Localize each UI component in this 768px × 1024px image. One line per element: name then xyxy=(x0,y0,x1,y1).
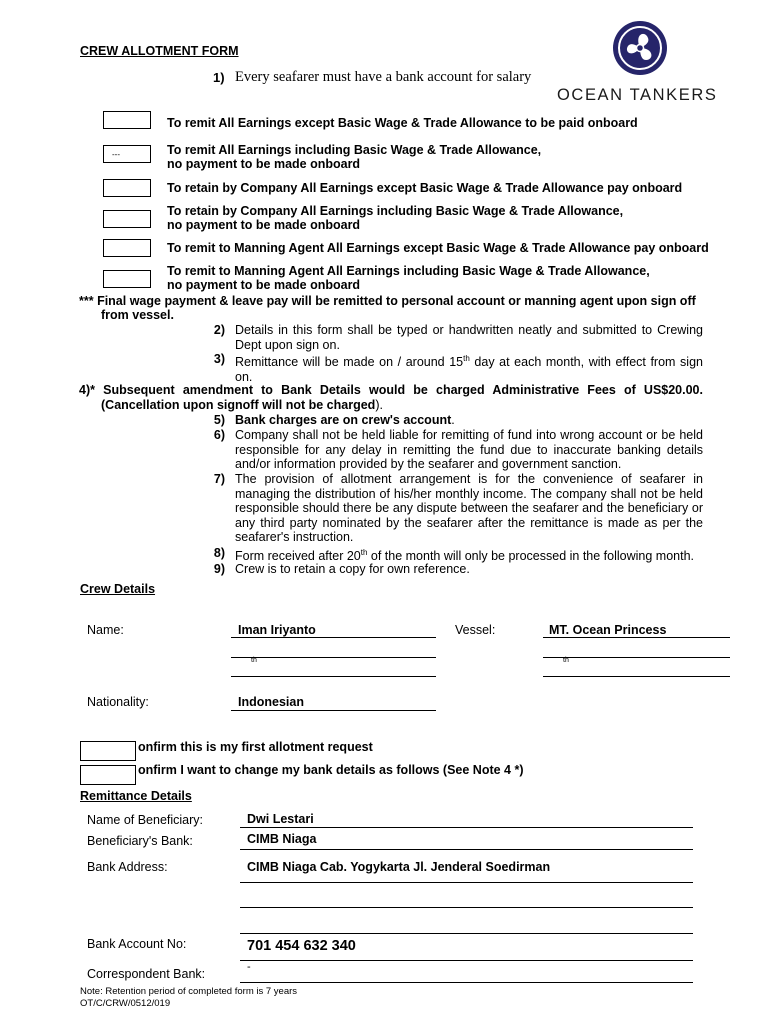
vessel-value: MT. Ocean Princess xyxy=(549,623,667,637)
option-4-label: To retain by Company All Earnings including Basic Wage & Trade Allowance, no payment to be made onboard xyxy=(167,204,624,232)
option-5-label: To remit to Manning Agent All Earnings except Basic Wage & Trade Allowance pay onboard xyxy=(167,241,709,255)
bank-label: Beneficiary's Bank: xyxy=(87,834,193,848)
beneficiary-label: Name of Beneficiary: xyxy=(87,813,204,827)
note-9-text: Crew is to retain a copy for own reference. xyxy=(235,562,470,576)
note-5-text: Bank charges are on crew's account. xyxy=(235,413,455,427)
note-4-line1: 4)* Subsequent amendment to Bank Details would be charged Administrative Fees of US$20.00. xyxy=(79,383,703,397)
vessel-extra-line-2 xyxy=(543,676,730,677)
vessel-extra-line-1 xyxy=(543,657,730,658)
account-value: 701 454 632 340 xyxy=(247,938,356,954)
retention-note: Note: Retention period of completed form is 7 years xyxy=(80,986,298,997)
note-1-text: Every seafarer must have a bank account for salary xyxy=(235,69,532,85)
option-3-checkbox[interactable] xyxy=(103,179,151,197)
note-3-text: Remittance will be made on / around 15th day at each month, with effect from sign on. xyxy=(235,354,703,384)
beneficiary-underline xyxy=(240,827,693,828)
note-7-text: The provision of allotment arrangement is for the convenience of seafarer in managing the distribution of his/her monthly income. The company shall not be held responsible should there be any dispute between the seafarer and the beneficiary or any third party nominated by the seafarer after the remittance is made as per the seafarer's instruction. xyxy=(235,472,703,545)
name-value: Iman Iriyanto xyxy=(238,623,316,637)
final-wage-note-line1: *** Final wage payment & leave pay will be remitted to personal account or manning agent upon sign off xyxy=(79,294,696,308)
option-2-label: To remit All Earnings including Basic Wage & Trade Allowance, no payment to be made onboard xyxy=(167,143,542,171)
note-7-number: 7) xyxy=(213,472,225,486)
ocean-tankers-logo-icon xyxy=(612,20,668,76)
option-6-checkbox[interactable] xyxy=(103,270,151,288)
address-underline-2 xyxy=(240,907,693,908)
note-5-number: 5) xyxy=(213,413,225,427)
note-4-line2: (Cancellation upon signoff will not be charged). xyxy=(101,398,383,412)
note-1-number: 1) xyxy=(213,70,225,85)
address-underline-1 xyxy=(240,882,693,883)
note-2-number: 2) xyxy=(213,323,225,337)
beneficiary-value: Dwi Lestari xyxy=(247,812,314,826)
account-label: Bank Account No: xyxy=(87,937,187,951)
th-mark-left: th xyxy=(251,657,257,664)
option-5-checkbox[interactable] xyxy=(103,239,151,257)
name-extra-line-1 xyxy=(231,657,436,658)
option-6-label: To remit to Manning Agent All Earnings including Basic Wage & Trade Allowance, no payment to be made onboard xyxy=(167,264,650,292)
nationality-value: Indonesian xyxy=(238,695,304,709)
option-2-checkbox[interactable] xyxy=(103,145,151,163)
name-label: Name: xyxy=(87,623,124,637)
correspondent-label: Correspondent Bank: xyxy=(87,967,206,981)
name-extra-line-2 xyxy=(231,676,436,677)
address-value: CIMB Niaga Cab. Yogykarta Jl. Jenderal Soedirman xyxy=(247,860,551,874)
option-2-mark: --- xyxy=(112,150,120,159)
address-underline-3 xyxy=(240,933,693,934)
note-8-text: Form received after 20th of the month will only be processed in the following month. xyxy=(235,548,694,564)
note-8-number: 8) xyxy=(213,546,225,560)
option-4-checkbox[interactable] xyxy=(103,210,151,228)
correspondent-value: - xyxy=(247,961,251,973)
form-title: CREW ALLOTMENT FORM xyxy=(80,44,239,58)
bank-value: CIMB Niaga xyxy=(247,832,317,846)
note-2-text: Details in this form shall be typed or handwritten neatly and submitted to Crewing Dept upon sign on. xyxy=(235,323,703,352)
change-bank-checkbox[interactable] xyxy=(80,765,136,785)
option-1-label: To remit All Earnings except Basic Wage & Trade Allowance to be paid onboard xyxy=(167,116,638,130)
account-underline xyxy=(240,960,693,961)
final-wage-note-line2: from vessel. xyxy=(101,308,174,322)
bank-underline xyxy=(240,849,693,850)
vessel-underline xyxy=(543,637,730,638)
change-bank-label: onfirm I want to change my bank details as follows (See Note 4 *) xyxy=(138,763,524,777)
remittance-details-heading: Remittance Details xyxy=(80,789,192,803)
note-6-text: Company shall not be held liable for remitting of fund into wrong account or be held responsible for any delay in remitting the fund due to inaccurate banking details and/or information provided by the seafarer and government sanction. xyxy=(235,428,703,472)
first-request-label: onfirm this is my first allotment request xyxy=(138,740,373,754)
note-6-number: 6) xyxy=(213,428,225,442)
form-code: OT/C/CRW/0512/019 xyxy=(80,998,171,1009)
note-9-number: 9) xyxy=(213,562,225,576)
option-1-checkbox[interactable] xyxy=(103,111,151,129)
crew-details-heading: Crew Details xyxy=(80,582,156,596)
name-underline xyxy=(231,637,436,638)
nationality-label: Nationality: xyxy=(87,695,149,709)
th-mark-right: th xyxy=(563,657,569,664)
logo-wordmark: OCEAN TANKERS xyxy=(557,86,718,104)
option-3-label: To retain by Company All Earnings except Basic Wage & Trade Allowance pay onboard xyxy=(167,181,683,195)
first-request-checkbox[interactable] xyxy=(80,741,136,761)
address-label: Bank Address: xyxy=(87,860,168,874)
vessel-label: Vessel: xyxy=(455,623,496,637)
nationality-underline xyxy=(231,710,436,711)
note-3-number: 3) xyxy=(213,352,225,366)
correspondent-underline xyxy=(240,982,693,983)
